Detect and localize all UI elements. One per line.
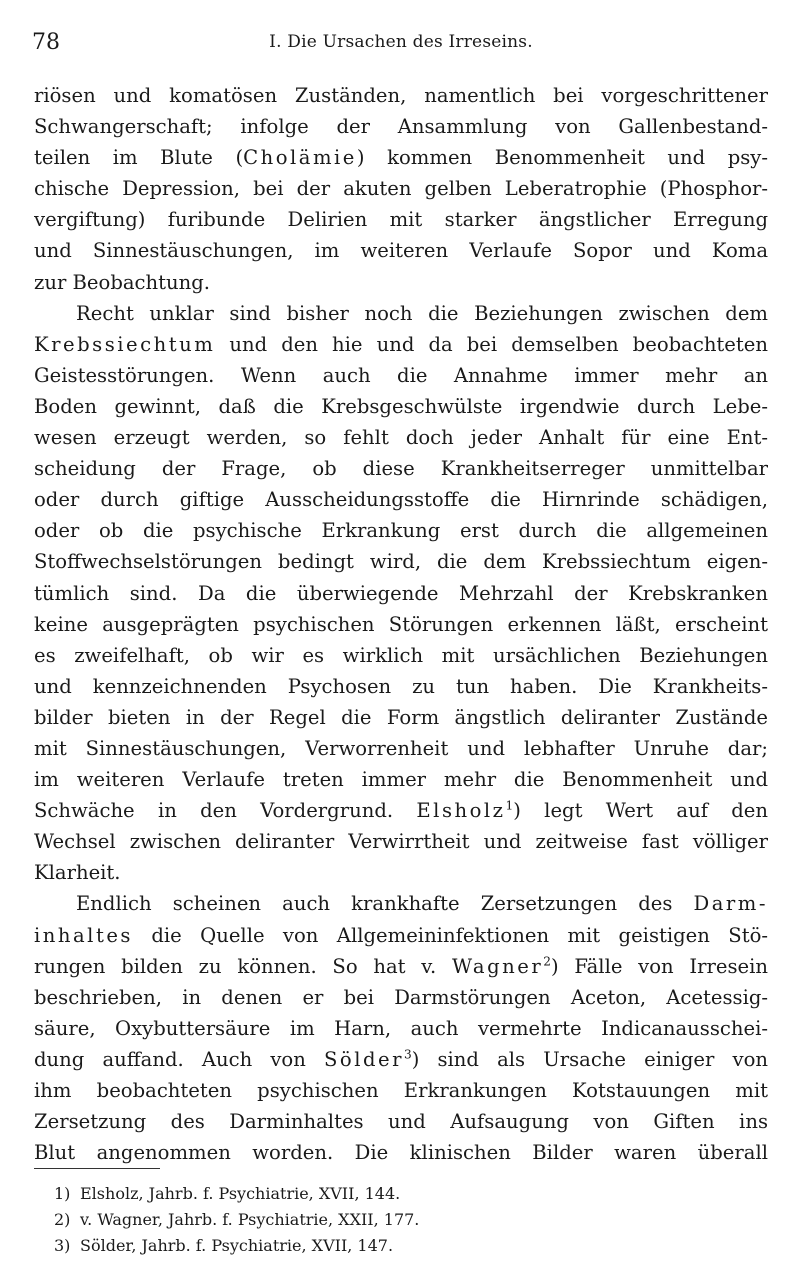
text-line: oder durch giftige Ausscheidungsstoffe die Hirnrinde schädigen,	[34, 488, 768, 512]
page-number: 78	[32, 30, 60, 55]
text-line: Zersetzung des Darminhaltes und Aufsaugung von Giften ins	[34, 1110, 768, 1134]
footnote	[54, 1181, 680, 1207]
text-line: Geistesstörungen. Wenn auch die Annahme immer mehr an	[34, 363, 768, 387]
running-title: I. Die Ursachen des Irreseins.	[269, 32, 533, 52]
text-line: wesen erzeugt werden, so fehlt doch jeder Anhalt für eine Ent-	[34, 426, 768, 450]
text-line: säure, Oxybuttersäure im Harn, auch vermehrte Indicanausschei-	[34, 1016, 768, 1040]
footnote-ref: 3	[403, 1047, 412, 1062]
text-line: Krebssiechtum und den hie und da bei demselben beobachteten	[34, 332, 768, 356]
author-name: Sölder	[323, 1047, 404, 1071]
footnote	[54, 1233, 680, 1259]
text-line: teilen im Blute (Cholämie) kommen Benommenheit und psy-	[34, 146, 768, 170]
text-line: Recht unklar sind bisher noch die Beziehungen zwischen dem	[76, 301, 768, 325]
text-line: und Sinnestäuschungen, im weiteren Verlaufe Sopor und Koma	[34, 239, 768, 263]
footnote-mark: 3)	[54, 1236, 71, 1255]
text-line: tümlich sind. Da die überwiegende Mehrzahl der Krebskranken	[34, 581, 768, 605]
text-line: scheidung der Frage, ob diese Krankheitserreger unmittelbar	[34, 457, 768, 481]
text-line: Klarheit.	[34, 861, 121, 885]
emphasized-term: inhaltes	[34, 923, 133, 947]
text-line: und kennzeichnenden Psychosen zu tun haben. Die Krankheits-	[34, 674, 768, 698]
text-line: beschrieben, in denen er bei Darmstörungen Aceton, Acetessig-	[34, 985, 768, 1009]
author-name: Wagner	[452, 954, 544, 978]
text-line: Schwäche in den Vordergrund. Elsholz$^1$) legt Wert auf den	[34, 798, 768, 823]
emphasized-term: Cholämie	[243, 146, 357, 170]
author-name: Elsholz	[416, 799, 506, 823]
text-line: riösen und komatösen Zuständen, namentlich bei vorgeschrittener	[34, 84, 768, 107]
emphasized-term: Darm-	[693, 892, 768, 916]
text-line: inhaltes die Quelle von Allgemeininfektionen mit geistigen Stö-	[34, 923, 768, 947]
body-text	[34, 80, 768, 1168]
text-line: bilder bieten in der Regel die Form ängstlich deliranter Zustände	[34, 705, 768, 729]
text-line: keine ausgeprägten psychischen Störungen erkennen läßt, erscheint	[34, 612, 768, 636]
footnote-ref: 1	[505, 798, 514, 813]
footnote-ref: 2	[543, 954, 551, 969]
text-line: Stoffwechselstörungen bedingt wird, die dem Krebssiechtum eigen-	[34, 550, 768, 574]
text-line: ihm beobachteten psychischen Erkrankungen Kotstauungen mit	[34, 1079, 768, 1102]
footnote-text: Sölder, Jahrb. f. Psychiatrie, XVII, 147.	[80, 1236, 394, 1255]
text-line: oder ob die psychische Erkrankung erst durch die allgemeinen	[34, 519, 768, 543]
footnote	[54, 1207, 680, 1233]
footnote-mark: 1)	[54, 1184, 71, 1203]
text-line: im weiteren Verlaufe treten immer mehr die Benommenheit und	[34, 768, 768, 792]
text-line: Endlich scheinen auch krankhafte Zersetzungen des Darm-	[76, 892, 768, 916]
emphasized-term: Krebssiechtum	[34, 332, 216, 356]
text-line: chische Depression, bei der akuten gelben Leberatrophie (Phosphor-	[34, 177, 768, 201]
text-line: dung auffand. Auch von Sölder$^3$) sind als Ursache einiger von	[34, 1047, 768, 1071]
text-line: zur Beobachtung.	[34, 270, 211, 294]
text-line: es zweifelhaft, ob wir es wirklich mit ursächlichen Beziehungen	[34, 643, 768, 667]
footnote-mark: 2)	[54, 1210, 71, 1229]
footnote-text: Elsholz, Jahrb. f. Psychiatrie, XVII, 144.	[80, 1184, 401, 1203]
text-line: Wechsel zwischen deliranter Verwirrtheit und zeitweise fast völliger	[34, 830, 768, 854]
page-header	[32, 28, 770, 62]
text-line: rungen bilden zu können. So hat v. Wagner$^2$) Fälle von Irresein	[34, 954, 768, 978]
text-line: Boden gewinnt, daß die Krebsgeschwülste irgendwie durch Lebe-	[34, 394, 768, 418]
footnote-text: v. Wagner, Jahrb. f. Psychiatrie, XXII, 177.	[80, 1210, 420, 1229]
footnotes	[54, 1181, 680, 1259]
text-line: Blut angenommen worden. Die klinischen Bilder waren überall	[34, 1141, 768, 1165]
footnote-divider	[34, 1168, 160, 1169]
text-line: Schwangerschaft; infolge der Ansammlung von Gallenbestand-	[34, 115, 768, 139]
text-line: mit Sinnestäuschungen, Verworrenheit und lebhafter Unruhe dar;	[34, 736, 768, 760]
text-line: vergiftung) furibunde Delirien mit starker ängstlicher Erregung	[34, 208, 768, 232]
